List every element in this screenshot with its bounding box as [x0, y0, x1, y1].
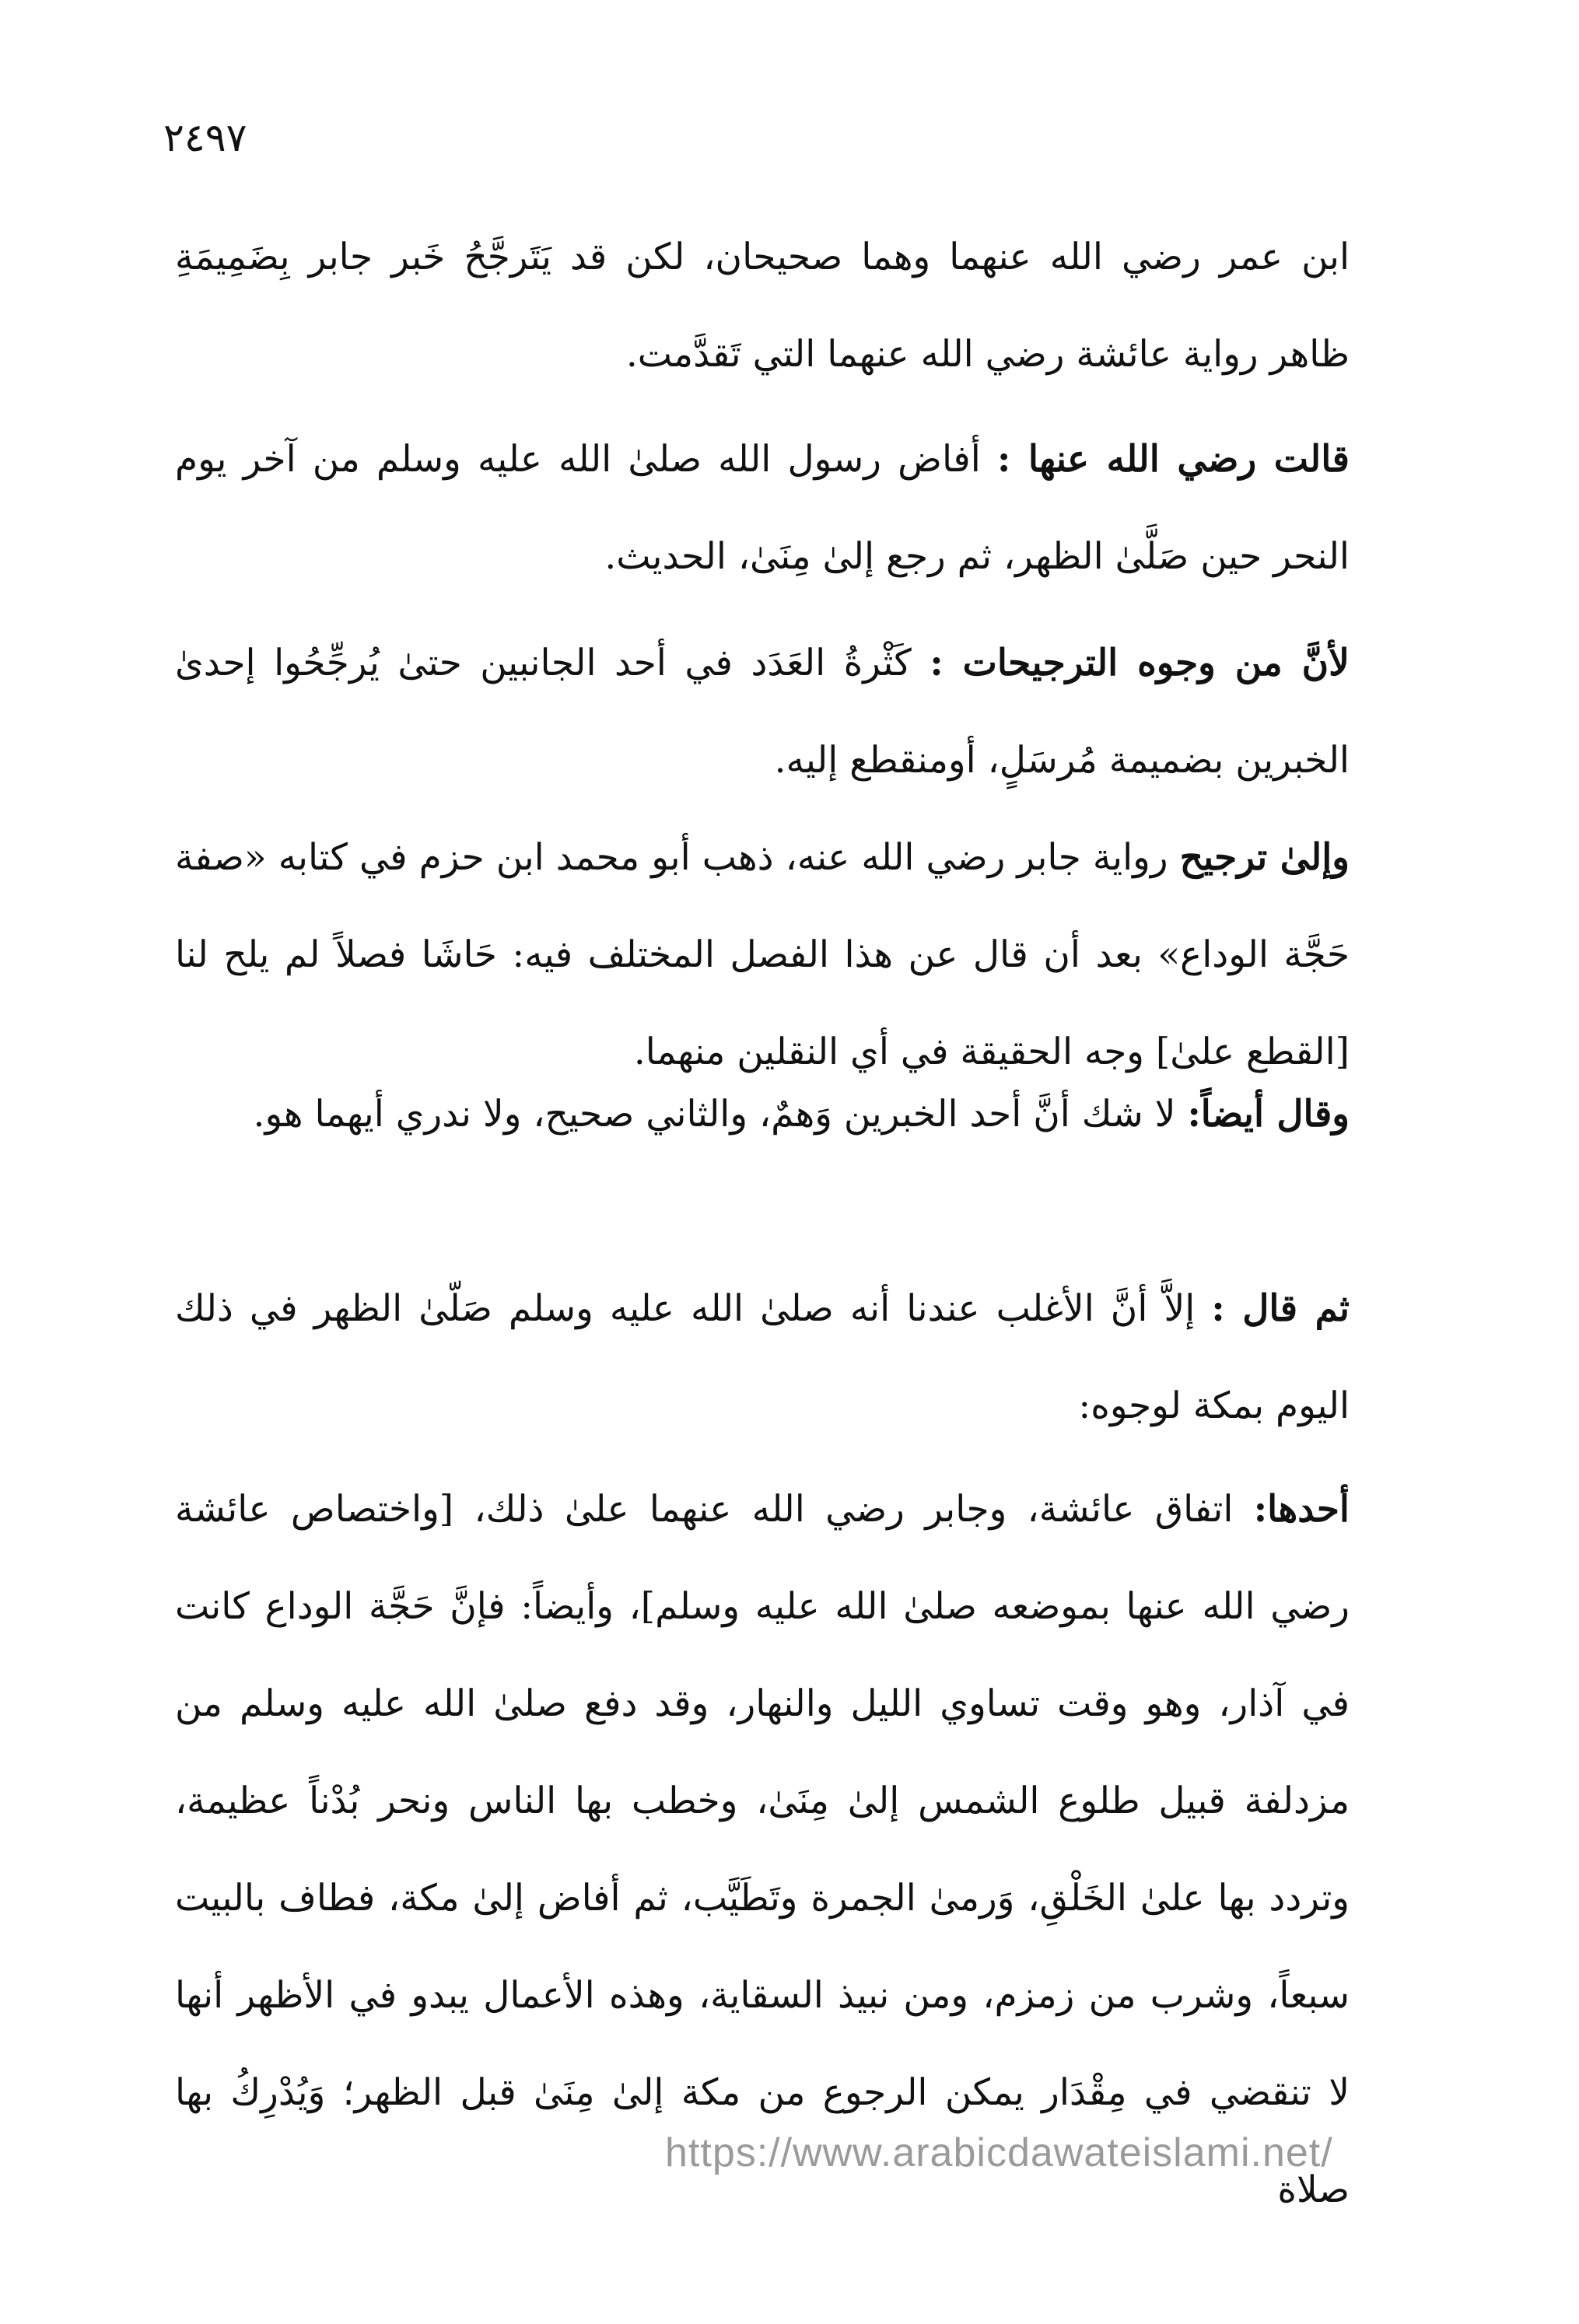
paragraph-lead: وقال أيضاً:: [1187, 1093, 1350, 1136]
paragraph: [175, 411, 1350, 605]
paragraph-text: لا شك أنَّ أحد الخبرين وَهمٌ، والثاني صحيح، ولا ندري أيهما هو.: [253, 1093, 1176, 1136]
paragraph-text: إلاَّ أنَّ الأغلب عندنا أنه صلىٰ الله عليه وسلم صَلّىٰ الظهر في ذلك اليوم بمكة لوجوه:: [175, 1287, 1350, 1427]
paragraph-lead: ثم قال :: [1211, 1287, 1350, 1330]
paragraph-lead: أحدها:: [1253, 1488, 1350, 1531]
paragraph: [175, 208, 1350, 403]
paragraph: [175, 614, 1350, 809]
paragraph-lead: وإلىٰ ترجيح: [1179, 836, 1350, 879]
paragraph-text: رواية جابر رضي الله عنه، ذهب أبو محمد ابن حزم في كتابه «صفة حَجَّة الوداع» بعد أن قال عن هذا الفصل المختلف فيه: حَاشَا فصلاً لم يلح لنا [القطع علىٰ] وجه الحقيقة في أي النقلين منهما.: [175, 836, 1350, 1073]
page-number: ٢٤٩٧: [163, 115, 247, 160]
paragraph: [175, 1066, 1350, 1163]
paragraph-lead: لأنَّ من وجوه الترجيحات :: [930, 642, 1350, 684]
paragraph-text: اتفاق عائشة، وجابر رضي الله عنهما علىٰ ذلك، [واختصاص عائشة رضي الله عنها بموضعه صلىٰ الله عليه وسلم]، وأيضاً: فإنَّ حَجَّة الوداع كانت في آذار، وهو وقت تساوي الليل والنهار، وقد دفع صلىٰ الله عليه وسلم من مزدلفة قبيل طلوع الشمس إلىٰ مِنَىٰ، وخطب بها الناس ونحر بُدْناً عظيمة، وتردد بها علىٰ الخَلْقِ، وَرمىٰ الجمرة وتَطَيَّب، ثم أفاض إلىٰ مكة، فطاف بالبيت سبعاً، وشرب من زمزم، ومن نبيذ السقاية، وهذه الأعمال يبدو في الأظهر أنها لا تنقضي في مِقْدَار يمكن الرجوع من مكة إلىٰ مِنَىٰ قبل الظهر؛ وَيُدْرِكُ بها صلاة: [175, 1488, 1350, 2211]
paragraph-text: كَثْرةُ العَدَد في أحد الجانبين حتىٰ يُرجِّحُوا إحدىٰ الخبرين بضميمة مُرسَلٍ، أومنقطع إليه.: [175, 642, 1350, 782]
paragraph-text: ابن عمر رضي الله عنهما وهما صحيحان، لكن قد يَتَرجَّحُ خَبر جابر بِضَمِيمَةِ ظاهر رواية عائشة رضي الله عنهما التي تَقدَّمت.: [175, 236, 1350, 376]
paragraph: [175, 809, 1350, 1101]
paragraph: [175, 1260, 1350, 1454]
paragraph-text: أفاض رسول الله صلىٰ الله عليه وسلم من آخر يوم النحر حين صَلَّىٰ الظهر، ثم رجع إلىٰ مِنَىٰ، الحديث.: [175, 438, 1350, 578]
paragraph-lead: قالت رضي الله عنها :: [996, 438, 1350, 481]
paragraph: [175, 1461, 1350, 2238]
watermark-url: https://www.arabicdawateislami.net/: [665, 2130, 1333, 2175]
